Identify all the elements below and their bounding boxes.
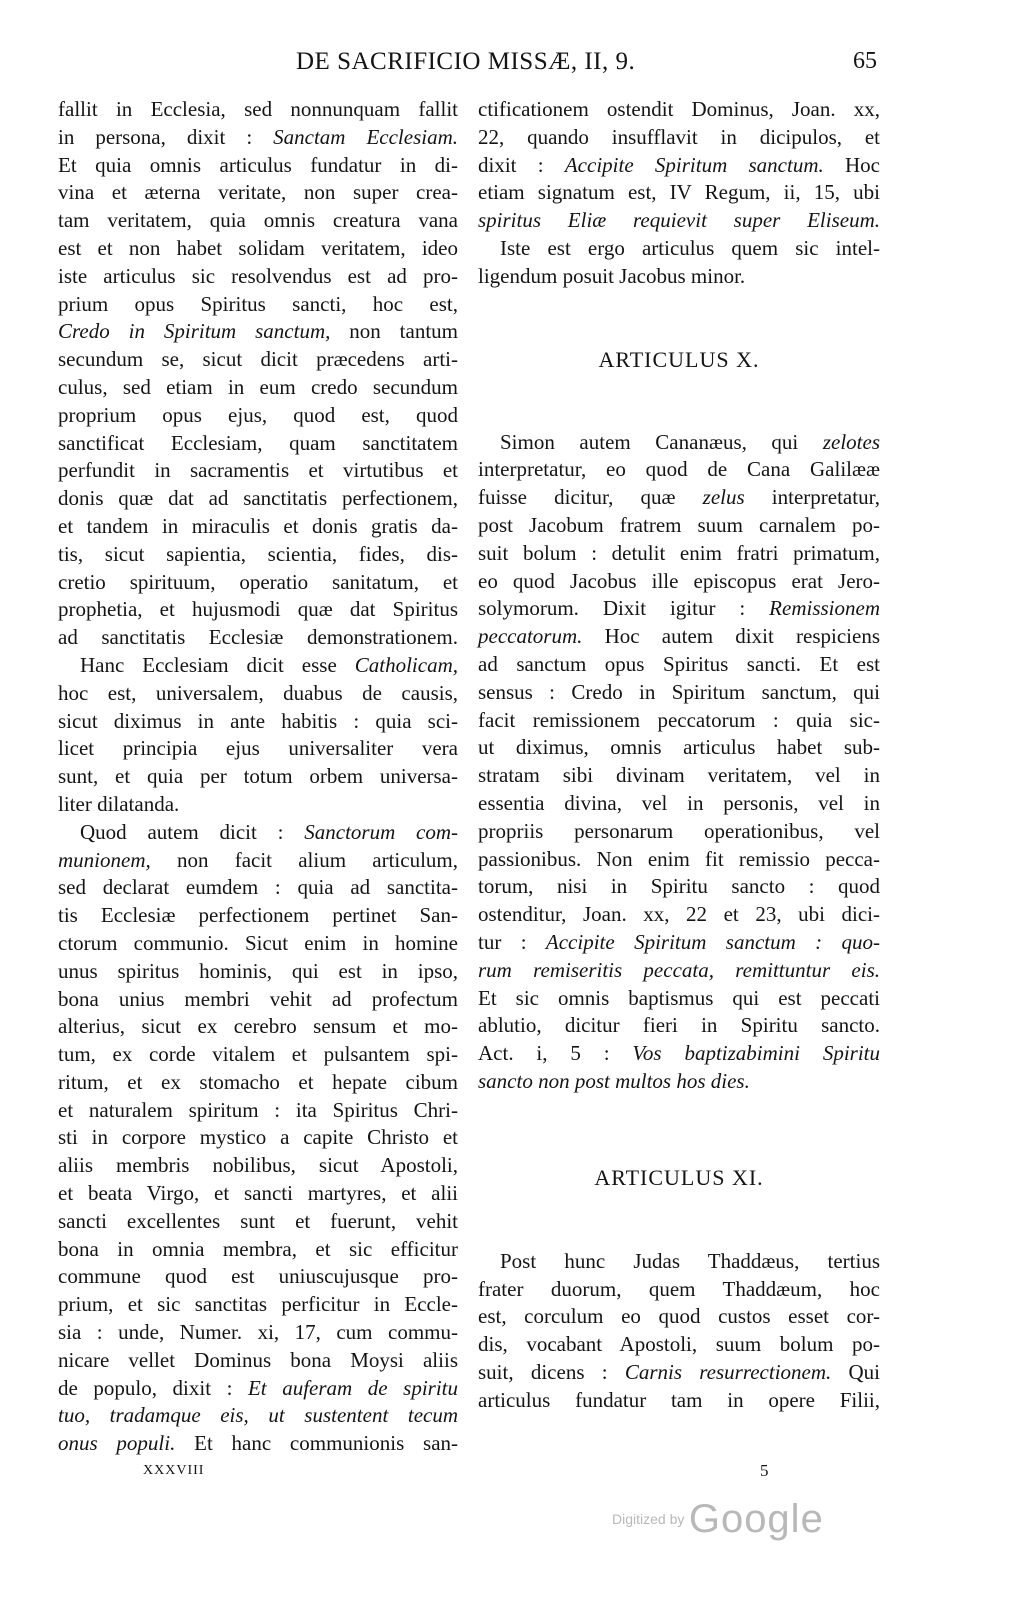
text-line [58, 1263, 458, 1291]
text-line [478, 790, 880, 818]
text-line [478, 1276, 880, 1304]
italic-run: Remissionem [769, 596, 880, 621]
left-column [58, 96, 458, 1458]
text-line [58, 1208, 458, 1236]
text-line [58, 680, 458, 708]
text-run: fallit in Ecclesia, sed nonnunquam fallit [58, 97, 458, 121]
article-x-body [478, 429, 880, 1096]
text-line [58, 1430, 458, 1458]
text-line [478, 1359, 880, 1387]
text-line [58, 152, 458, 180]
italic-run: spiritus Eliæ requievit super Eliseum. [478, 208, 880, 233]
text-line [58, 791, 458, 819]
text-line [58, 485, 458, 513]
text-run: et tandem in miraculis et donis gratis da- [58, 513, 458, 538]
text-line [478, 679, 880, 707]
text-line [58, 596, 458, 624]
text-run: de populo, dixit : [58, 1375, 248, 1400]
text-line [58, 1180, 458, 1208]
italic-run: Carnis resurrectionem. [624, 1359, 832, 1384]
article-heading-xi: ARTICULUS XI. [594, 1164, 764, 1190]
text-run: nicare vellet Dominus bona Moysi aliis [58, 1347, 458, 1372]
text-line [58, 1041, 458, 1069]
text-line [58, 1402, 458, 1430]
text-line [478, 985, 880, 1013]
text-line [478, 96, 880, 124]
text-run: commune quod est uniuscujusque pro- [58, 1264, 458, 1289]
text-run: Et hanc communionis san- [175, 1431, 459, 1456]
text-line [58, 541, 458, 569]
text-line [58, 624, 458, 652]
text-line [478, 512, 880, 540]
text-line [58, 263, 458, 291]
text-line [478, 762, 880, 790]
text-line [478, 484, 880, 512]
text-line [478, 1303, 880, 1331]
text-run: cretio spirituum, operatio sanitatum, et [58, 569, 458, 594]
page-number: 65 [853, 48, 877, 74]
text-run: sicut diximus in ante habitis : quia sci- [58, 708, 458, 733]
text-run: perfundit in sacramentis et virtutibus et [58, 458, 458, 483]
text-line [58, 124, 458, 152]
text-run: ctificationem ostendit Dominus, Joan. xx, [478, 97, 880, 121]
digitized-watermark [612, 1497, 824, 1542]
text-line [58, 735, 458, 763]
text-line [58, 1347, 458, 1375]
text-run: tis Ecclesiæ perfectionem pertinet San- [58, 903, 458, 928]
text-run: facit remissionem peccatorum : quia sic- [478, 707, 880, 732]
text-run: ad sanctitatis Ecclesiæ demonstrationem. [58, 625, 458, 650]
text-run: ritum, et ex stomacho et hepate cibum [58, 1069, 458, 1094]
text-line [478, 568, 880, 596]
italic-run: Credo in Spiritum sanctum, [58, 319, 331, 344]
text-run: tum, ex corde vitalem et pulsantem spi- [58, 1042, 458, 1067]
italic-run: Sanctorum com- [304, 819, 458, 844]
text-run: ad sanctum opus Spiritus sancti. Et est [478, 651, 880, 676]
text-run: torum, nisi in Spiritu sancto : quod [478, 874, 880, 899]
italic-run: Et auferam de spiritu [247, 1375, 458, 1400]
italic-run: onus populi. [58, 1431, 176, 1456]
italic-run: Vos baptizabimini Spiritu [632, 1041, 880, 1066]
text-line [478, 263, 880, 291]
text-run: sanctificat Ecclesiam, quam sanctitatem [58, 430, 458, 455]
text-run: stratam sibi divinam veritatem, vel in [478, 763, 880, 788]
text-line [478, 1040, 880, 1068]
text-run: bona unius membri vehit ad profectum [58, 986, 458, 1011]
text-run: suit, dicens : [478, 1359, 625, 1384]
italic-run: Catholicam, [354, 652, 458, 677]
text-run: est, corculum eo quod custos esset cor- [478, 1304, 880, 1329]
text-run: passionibus. Non enim fit remissio pecca- [478, 846, 880, 871]
text-run: dixit : [478, 152, 565, 177]
text-line [478, 1248, 880, 1276]
text-line [58, 1375, 458, 1403]
text-run: suit bolum : detulit enim fratri primatum, [478, 540, 880, 565]
text-run: liter dilatanda. [58, 791, 180, 816]
text-run: interpretatur, [744, 485, 880, 510]
text-line [58, 291, 458, 319]
text-line [478, 235, 880, 263]
text-line [58, 819, 458, 847]
text-line [58, 1152, 458, 1180]
italic-run: Sanctam Ecclesiam. [273, 124, 459, 149]
text-run: Iste est ergo articulus quem sic intel- [500, 235, 880, 260]
text-line [58, 763, 458, 791]
text-line [58, 1013, 458, 1041]
running-header-title: DE SACRIFICIO MISSÆ, II, 9. [296, 48, 636, 75]
text-run: est et non habet solidam veritatem, ideo [58, 235, 458, 260]
text-line [58, 874, 458, 902]
text-line [58, 1097, 458, 1125]
text-run: prium opus Spiritus sancti, hoc est, [58, 291, 458, 316]
text-run: propriis personarum operationibus, vel [478, 818, 880, 843]
text-line [478, 1012, 880, 1040]
text-run: Hanc Ecclesiam dicit esse [80, 652, 355, 677]
text-line [58, 1291, 458, 1319]
signature-mark: XXXVIII [143, 1463, 205, 1478]
text-line [478, 124, 880, 152]
text-run: sensus : Credo in Spiritum sanctum, qui [478, 679, 880, 704]
text-line [58, 986, 458, 1014]
italic-run: sancto non post multos hos dies. [478, 1068, 750, 1093]
text-run: sancti excellentes sunt et fuerunt, vehit [58, 1208, 458, 1233]
text-line [58, 235, 458, 263]
text-run: prium, et sic sanctitas perficitur in Eccle- [58, 1292, 458, 1317]
italic-run: rum remiseritis peccata, remittuntur eis. [478, 957, 880, 982]
text-run: ctorum communio. Sicut enim in homine [58, 930, 458, 955]
text-run: non tantum [330, 319, 458, 344]
text-run: iste articulus sic resolvendus est ad pro- [58, 263, 458, 288]
text-run: bona in omnia membra, et sic efficitur [58, 1236, 458, 1261]
text-run: articulus fundatur tam in opere Filii, [478, 1387, 880, 1412]
text-line [478, 623, 880, 651]
italic-run: peccatorum. [478, 624, 583, 649]
italic-run: tuo, tradamque eis, ut sustentent tecum [58, 1403, 458, 1428]
text-run: Simon autem Cananæus, qui [500, 429, 823, 454]
text-line [478, 1068, 880, 1096]
text-run: solymorum. Dixit igitur : [478, 596, 770, 621]
right-column-continuation [478, 96, 880, 291]
text-run: sti in corpore mystico a capite Christo et [58, 1125, 458, 1150]
text-run: secundum se, sicut dicit præcedens arti- [58, 347, 458, 372]
article-xi-body [478, 1248, 880, 1415]
text-line [58, 958, 458, 986]
text-run: Hoc [823, 152, 880, 177]
text-run: ligendum posuit Jacobus minor. [478, 263, 746, 288]
text-line [58, 1069, 458, 1097]
italic-run: munionem, [58, 847, 151, 872]
text-line [58, 569, 458, 597]
text-line [58, 513, 458, 541]
text-line [58, 1236, 458, 1264]
text-line [58, 902, 458, 930]
text-run: essentia divina, vel in personis, vel in [478, 790, 880, 815]
text-line [58, 1319, 458, 1347]
text-line [478, 207, 880, 235]
text-run: ablutio, dicitur fieri in Spiritu sancto. [478, 1013, 880, 1038]
italic-run: zelus [702, 485, 745, 510]
text-run: Act. i, 5 : [478, 1041, 633, 1066]
text-run: sed declarat eumdem : quia ad sanctita- [58, 875, 458, 900]
text-run: Quod autem dicit : [80, 819, 305, 844]
text-line [58, 847, 458, 875]
text-run: interpretatur, eo quod de Cana Galilææ [478, 457, 880, 482]
text-run: proprium opus ejus, quod est, quod [58, 402, 458, 427]
text-run: Et sic omnis baptismus qui est peccati [478, 985, 880, 1010]
text-run: culus, sed etiam in eum credo secundum [58, 374, 458, 399]
right-column [478, 96, 880, 1414]
text-line [58, 374, 458, 402]
text-run: frater duorum, quem Thaddæum, hoc [478, 1276, 880, 1301]
text-run: Post hunc Judas Thaddæus, tertius [500, 1248, 880, 1273]
text-run: alterius, sicut ex cerebro sensum et mo- [58, 1014, 458, 1039]
text-line [58, 652, 458, 680]
text-line [58, 708, 458, 736]
text-line [478, 651, 880, 679]
text-line [58, 457, 458, 485]
text-run: in persona, dixit : [58, 124, 274, 149]
text-line [478, 1387, 880, 1415]
text-line [478, 540, 880, 568]
text-run: ut diximus, omnis articulus habet sub- [478, 735, 880, 760]
text-line [58, 402, 458, 430]
text-line [478, 846, 880, 874]
text-line [478, 957, 880, 985]
digitized-by-label: Digitized by [612, 1511, 685, 1527]
text-run: eo quod Jacobus ille episcopus erat Jero- [478, 568, 880, 593]
text-run: non facit alium articulum, [150, 847, 458, 872]
text-line [478, 456, 880, 484]
text-line [58, 207, 458, 235]
text-line [478, 734, 880, 762]
text-run: aliis membris nobilibus, sicut Apostoli, [58, 1153, 458, 1178]
text-run: hoc est, universalem, duabus de causis, [58, 680, 458, 705]
text-run: tis, sicut sapientia, scientia, fides, dis- [58, 541, 458, 566]
text-line [478, 707, 880, 735]
text-run: ostenditur, Joan. xx, 22 et 23, ubi dici- [478, 902, 880, 927]
text-line [58, 1124, 458, 1152]
text-line [478, 873, 880, 901]
text-line [478, 595, 880, 623]
text-run: dis, vocabant Apostoli, suum bolum po- [478, 1332, 880, 1357]
text-line [58, 430, 458, 458]
text-run: vina et æterna veritate, non super crea- [58, 180, 458, 205]
text-run: 22, quando insufflavit in dicipulos, et [478, 124, 880, 149]
text-line [58, 96, 458, 124]
text-run: et naturalem spiritum : ita Spiritus Chri- [58, 1097, 458, 1122]
text-line [478, 152, 880, 180]
italic-run: zelotes [822, 429, 880, 454]
text-run: Hoc autem dixit respiciens [582, 624, 880, 649]
article-heading-x: ARTICULUS X. [598, 346, 760, 372]
text-run: fuisse dicitur, quæ [478, 485, 703, 510]
text-run: post Jacobum fratrem suum carnalem po- [478, 512, 880, 537]
text-run: Qui [831, 1359, 881, 1384]
text-line [478, 1331, 880, 1359]
text-run: donis quæ dat ad sanctitatis perfectionem, [58, 486, 458, 511]
text-line [478, 179, 880, 207]
text-line [58, 318, 458, 346]
google-logo-text: Google [688, 1497, 824, 1541]
text-line [478, 818, 880, 846]
text-run: etiam signatum est, IV Regum, ii, 15, ubi [478, 180, 880, 205]
text-run: tur : [478, 929, 546, 954]
text-line [58, 346, 458, 374]
text-run: licet principia ejus universaliter vera [58, 736, 458, 761]
text-run: et beata Virgo, et sancti martyres, et alii [58, 1181, 458, 1206]
italic-run: Accipite Spiritum sanctum : quo- [545, 929, 880, 954]
italic-run: Accipite Spiritum sanctum. [564, 152, 824, 177]
text-run: tam veritatem, quia omnis creatura vana [58, 208, 458, 233]
text-line [58, 930, 458, 958]
text-run: unus spiritus hominis, qui est in ipso, [58, 958, 458, 983]
text-line [478, 429, 880, 457]
text-line [58, 179, 458, 207]
text-run: sia : unde, Numer. xi, 17, cum commu- [58, 1320, 458, 1345]
text-run: prophetia, et hujusmodi quæ dat Spiritus [58, 597, 458, 622]
text-run: sunt, et quia per totum orbem universa- [58, 764, 458, 789]
gathering-number: 5 [760, 1461, 769, 1480]
text-line [478, 901, 880, 929]
text-run: Et quia omnis articulus fundatur in di- [58, 152, 458, 177]
text-line [478, 929, 880, 957]
